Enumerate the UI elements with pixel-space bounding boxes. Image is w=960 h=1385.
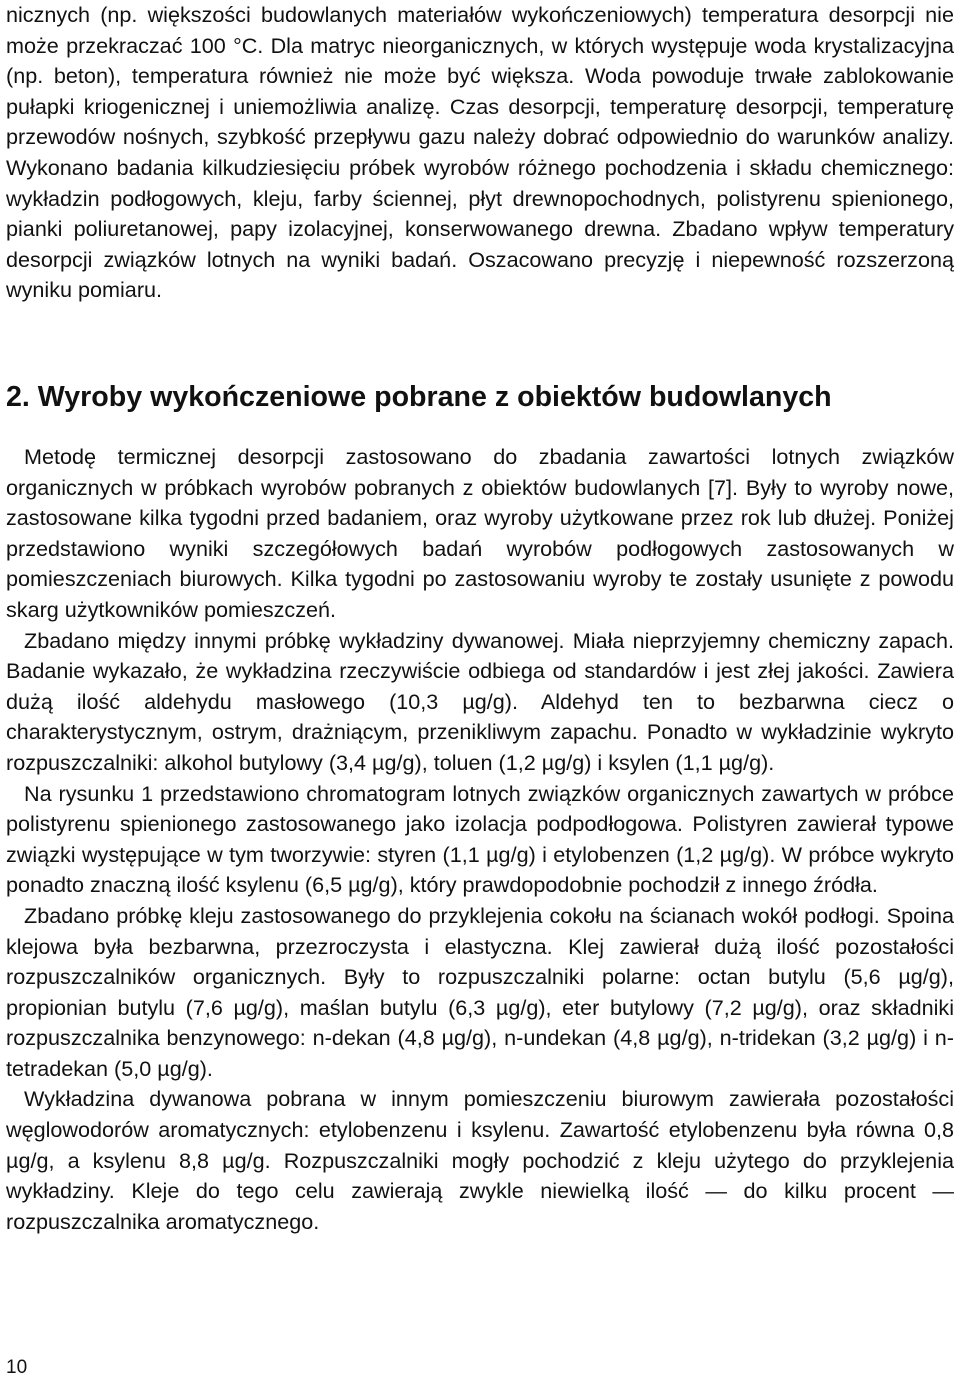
body-paragraph-1: Metodę termicznej desorpcji zastosowano do zbadania zawartości lotnych związków organicznych w próbkach wyrobów pobranych z obiektów budowlanych [7]. Były to wyroby nowe, zastosowane kilka tygodni przed badaniem, oraz wyroby użytkowane przez rok lub dłużej. Poniżej przedstawiono wyniki szczegółowych badań wyrobów podłogowych zastosowanych w pomieszczeniach biurowych. Kilka tygodni po zastosowaniu wyroby te zostały usunięte z powodu skarg użytkowników pomieszczeń.	[6, 444, 954, 622]
section-body	[6, 442, 954, 1237]
body-paragraph-4: Zbadano próbkę kleju zastosowanego do przyklejenia cokołu na ścianach wokół podłogi. Spoina klejowa była bezbarwna, przezroczysta i elastyczna. Klej zawierał dużą ilość pozostałości rozpuszczalników organicznych. Były to rozpuszczalniki polarne: octan butylu (5,6 µg/g), propionian butylu (7,6 µg/g), maślan butylu (6,3 µg/g), eter butylowy (7,2 µg/g), oraz składniki rozpuszczalnika benzynowego: n-dekan (4,8 µg/g), n-undekan (4,8 µg/g), n-tridekan (3,2 µg/g) i n-tetradekan (5,0 µg/g).	[6, 902, 954, 1081]
body-paragraph-2: Zbadano między innymi próbkę wykładziny dywanowej. Miała nieprzyjemny chemiczny zapach. Badanie wykazało, że wykładzina rzeczywiście odbiega od standardów i jest złej jakości. Zawiera dużą ilość aldehydu masłowego (10,3 µg/g). Aldehyd ten to bezbarwna ciecz o charakterystycznym, ostrym, drażniącym, przenikliwym zapachu. Ponadto w wykładzinie wykryto rozpuszczalniki: alkohol butylowy (3,4 µg/g), toluen (1,2 µg/g) i ksylen (1,1 µg/g).	[6, 627, 954, 775]
section-heading: 2. Wyroby wykończeniowe pobrane z obiektów budowlanych	[6, 381, 832, 413]
page-number: 10	[6, 1357, 28, 1378]
body-paragraph-3: Na rysunku 1 przedstawiono chromatogram lotnych związków organicznych zawartych w próbce polistyrenu spienionego zastosowanego jako izolacja podpodłogowa. Polistyren zawierał typowe związki występujące w tym tworzywie: styren (1,1 µg/g) i etylobenzen (1,2 µg/g). W próbce wykryto ponadto znaczną ilość ksylenu (6,5 µg/g), który prawdopodobnie pochodził z innego źródła.	[6, 780, 954, 898]
body-paragraph-5: Wykładzina dywanowa pobrana w innym pomieszczeniu biurowym zawierała pozostałości węglowodorów aromatycznych: etylobenzenu i ksylenu. Zawartość etylobenzenu była równa 0,8 µg/g, a ksylenu 8,8 µg/g. Rozpuszczalniki mogły pochodzić z kleju użytego do przyklejenia wykładziny. Kleje do tego celu zawierają zwykle niewielką ilość — do kilku procent — rozpuszczalnika aromatycznego.	[6, 1086, 954, 1234]
intro-paragraph: nicznych (np. większości budowlanych materiałów wykończeniowych) temperatura desorpcji nie może przekraczać 100 °C. Dla matryc nieorganicznych, w których występuje woda krystalizacyjna (np. beton), temperatura również nie może być większa. Woda powoduje trwałe zablokowanie pułapki kriogenicznej i uniemożliwia analizę. Czas desorpcji, temperaturę desorpcji, temperaturę przewodów nośnych, szybkość przepływu gazu należy dobrać odpowiednio do warunków analizy. Wykonano badania kilkudziesięciu próbek wyrobów różnego pochodzenia i składu chemicznego: wykładzin podłogowych, kleju, farby ściennej, płyt drewnopochodnych, polistyrenu spienionego, pianki poliuretanowej, papy izolacyjnej, konserwowanego drewna. Zbadano wpływ temperatury desorpcji związków lotnych na wyniki badań. Oszacowano precyzję i niepewność rozszerzoną wyniku pomiaru.	[6, 2, 954, 303]
